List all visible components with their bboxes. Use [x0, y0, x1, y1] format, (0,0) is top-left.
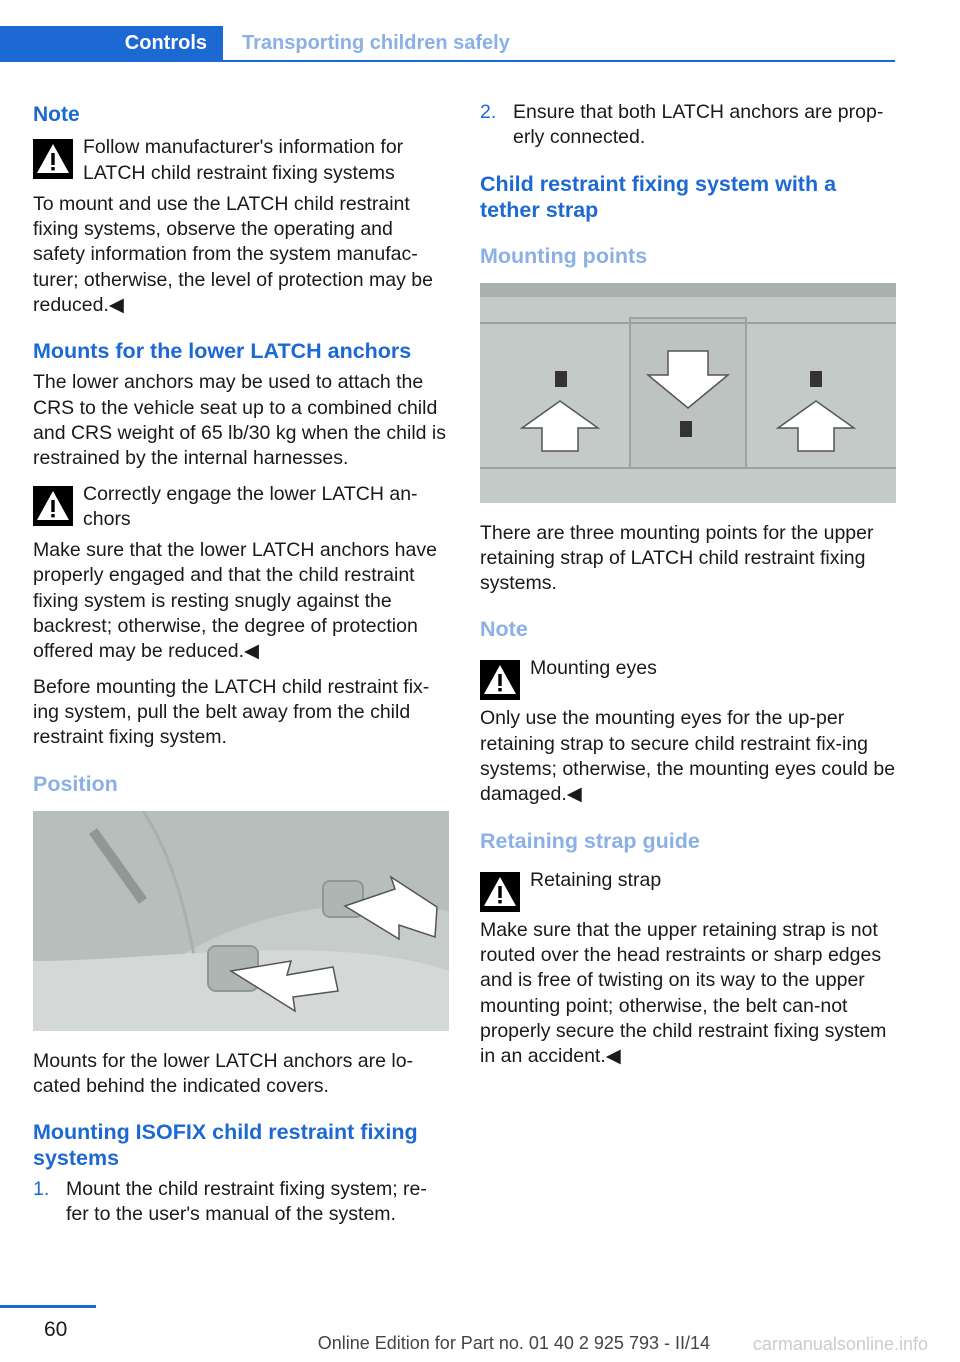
warning-triangle-icon: [480, 872, 520, 912]
right-column: [480, 100, 896, 1079]
subsection-heading: Mounting points: [480, 243, 648, 268]
list-item: [480, 100, 896, 151]
warning-title: Follow manufacturer's information for LATCH child restraint fixing systems: [83, 136, 404, 184]
subsection-heading: Position: [33, 771, 118, 796]
warning-title: Retaining strap: [530, 868, 662, 891]
topic-tab[interactable]: Transporting children safely: [242, 32, 510, 54]
subsection-heading: Retaining strap guide: [480, 828, 700, 853]
list-item: [33, 1177, 449, 1228]
header-rule: [0, 60, 895, 62]
step-number: 2.: [480, 101, 497, 123]
footer-rule: [0, 1305, 96, 1308]
warning-block: [480, 868, 896, 912]
warning-title: Correctly engage the lower LATCH an-chors: [83, 482, 418, 530]
body-text: Make sure that the lower LATCH anchors have properly engaged and that the child restraint fixing system is resting snugly against the backrest; otherwise, the degree of protection offered may be reduced.◀: [33, 539, 437, 663]
edition-text: Online Edition for Part no. 01 40 2 925 793 - II/14: [317, 1333, 710, 1353]
warning-block: [33, 135, 449, 186]
body-text: Before mounting the LATCH child restraint fix-ing system, pull the belt away from the child restraint fixing system.: [33, 675, 430, 749]
section-tab[interactable]: Controls: [0, 26, 223, 60]
body-text: To mount and use the LATCH child restraint fixing systems, observe the operating and safety information from the system manufac-turer; otherwise, the level of protection may be reduced.◀: [33, 192, 433, 317]
warning-triangle-icon: [33, 139, 73, 179]
step-text: Mount the child restraint fixing system; re-fer to the user's manual of the system.: [66, 1178, 427, 1226]
section-heading: Child restraint fixing system with a tether strap: [480, 171, 837, 222]
warning-triangle-icon: [480, 660, 520, 700]
mounting-points-photo: [480, 283, 896, 503]
note-heading: Note: [480, 617, 528, 642]
note-heading: Note: [33, 103, 80, 126]
step-number: 1.: [33, 1178, 50, 1201]
watermark: carmanualsonline.info: [752, 1334, 928, 1354]
warning-title: Mounting eyes: [530, 657, 657, 680]
left-column: [33, 100, 449, 1238]
warning-block: [480, 656, 896, 700]
section-heading: Mounts for the lower LATCH anchors: [33, 339, 412, 364]
step-text: Ensure that both LATCH anchors are prop-erly connected.: [513, 101, 884, 149]
warning-triangle-icon: [33, 486, 73, 526]
warning-block: [33, 482, 449, 533]
body-text: The lower anchors may be used to attach the CRS to the vehicle seat up to a combined child and CRS weight of 65 lb/30 kg when the child is restrained by the internal harnesses.: [33, 371, 446, 470]
body-text: Only use the mounting eyes for the up-per retaining strap to secure child restraint fix-ing systems; otherwise, the mounting eyes could be damaged.◀: [480, 707, 896, 806]
section-heading: Mounting ISOFIX child restraint fixing systems: [33, 1120, 418, 1171]
body-text: Make sure that the upper retaining strap is not routed over the head restraints or sharp edges and is free of twisting on its way to the upper mounting point; otherwise, the belt can-not properly secure the child restraint fixing system in an accident.◀: [480, 918, 887, 1068]
figure-caption: Mounts for the lower LATCH anchors are lo-cated behind the indicated covers.: [33, 1049, 414, 1097]
page-header: [0, 26, 895, 62]
figure-caption: There are three mounting points for the upper retaining strap of LATCH child restraint fixing systems.: [480, 521, 874, 595]
page-number: 60: [44, 1318, 68, 1341]
seat-anchor-photo: [33, 811, 449, 1031]
